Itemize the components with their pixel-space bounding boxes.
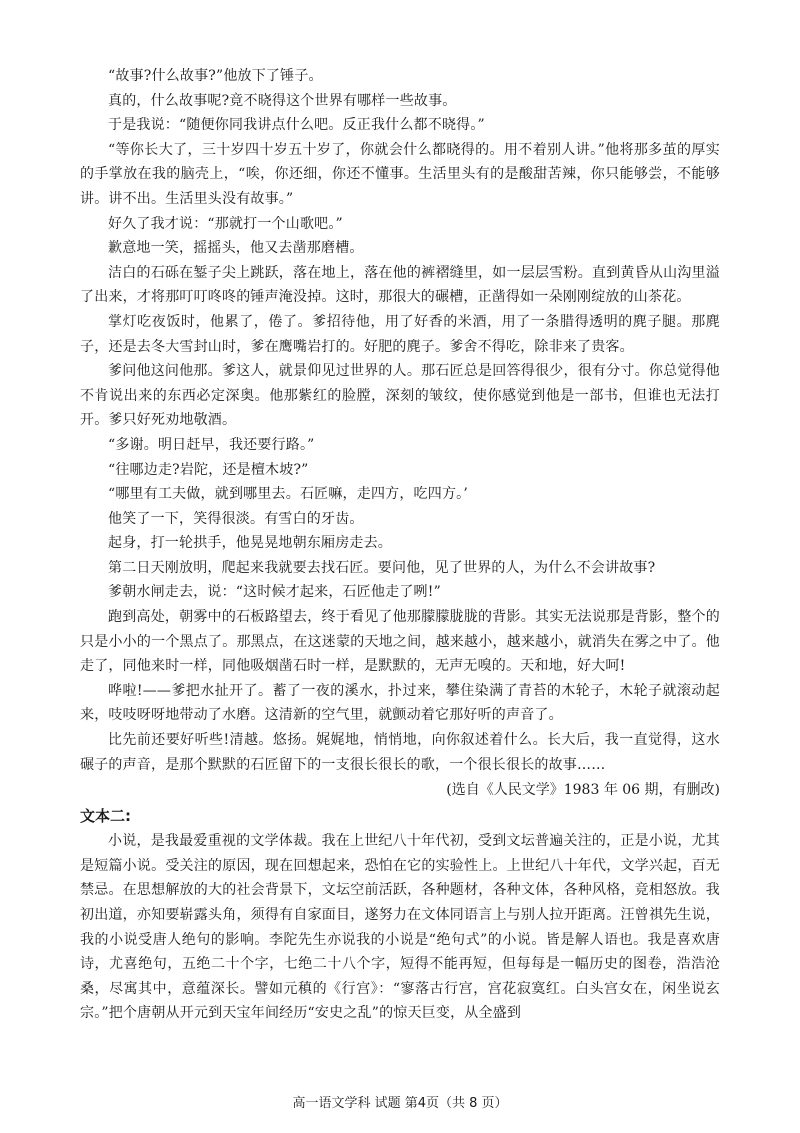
paragraph: 好久了我才说：“那就打一个山歌吧。” xyxy=(108,215,343,232)
paragraph: “故事?什么故事?”他放下了锤子。 xyxy=(108,68,323,84)
paragraph: 真的，什么故事呢?竟不晓得这个世界有哪样一些故事。 xyxy=(108,92,457,109)
paragraph: 掌灯吃夜饭时，他累了，倦了。爹招待他，用了好香的米酒，用了一条腊得透明的麂子腿。那麂子，还是去冬大雪封山时，爹在鹰嘴岩打的。好肥的麂子。爹舍不得吃，除非来了贵客。 xyxy=(80,313,720,355)
paragraph: 跑到高处，朝雾中的石板路望去，终于看见了他那朦朦胧胧的背影。其实无法说那是背影，整个的只是小小的一个黑点了。那黑点，在这迷蒙的天地之间，越来越小，越来越小，就消失在雾之中了。他走了，同他来时一样，同他吸烟凿石时一样，是默默的，无声无嗅的。天和地，好大呵! xyxy=(80,609,720,675)
paragraph: “等你长大了，三十岁四十岁五十岁了，你就会什么都晓得的。用不着别人讲。”他将那多茧的厚实的手掌放在我的脑壳上，“唉，你还细，你还不懂事。生活里头有的是酸甜苦辣，你只能够尝，不能够讲。讲不出。生活里头没有故事。” xyxy=(80,141,720,207)
section-heading: 文本二: xyxy=(80,807,131,826)
paragraph: “多谢。明日赶早，我还要行路。” xyxy=(108,436,315,453)
paragraph: 歉意地一笑，摇摇头，他又去凿那磨槽。 xyxy=(108,240,364,257)
paragraph: 爹问他这问他那。爹这人，就景仰见过世界的人。那石匠总是回答得很少，很有分寸。你总觉得他不肯说出来的东西必定深奥。他那紫红的脸膛，深刻的皱纹，使你感觉到他是一部书，但谁也无法打开。爹只好死劝地敬酒。 xyxy=(80,363,720,429)
paragraph: 于是我说：“随便你同我讲点什么吧。反正我什么都不晓得。” xyxy=(108,117,485,134)
paragraph: 爹朝水闸走去，说：“这时候才起来，石匠他走了咧!” xyxy=(108,584,441,601)
source-citation: (选自《人民文学》1983 年 06 期，有删改) xyxy=(446,782,720,799)
text1-body xyxy=(80,64,720,803)
paragraph: 比先前还要好听些!清越。悠扬。娓娓地，悄悄地，向你叙述着什么。长大后，我一直觉得，这水碾子的声音，是那个默默的石匠留下的一支很长很长的歌，一个很长很长的故事…… xyxy=(80,732,720,773)
text2-section xyxy=(80,803,720,1026)
paragraph: 哗啦!——爹把水扯开了。蓄了一夜的溪水，扑过来，攀住染满了青苔的木轮子，木轮子就滚动起来，吱吱呀呀地带动了水磨。这清新的空气里，就颤动着它那好听的声音了。 xyxy=(80,682,720,724)
page-footer: 高一语文学科 试题 第4页（共 8 页） xyxy=(292,1096,508,1111)
paragraph: 第二日天刚放明，爬起来我就要去找石匠。要问他，见了世界的人，为什么不会讲故事? xyxy=(108,559,656,576)
paragraph: “哪里有工夫做，就到哪里去。石匠嘛，走四方，吃四方。’ xyxy=(108,486,469,503)
paragraph: 他笑了一下，笑得很淡。有雪白的牙齿。 xyxy=(108,510,364,527)
paragraph: 小说，是我最爱重视的文学体裁。我在上世纪八十年代初，受到文坛普遍关注的，正是小说，尤其是短篇小说。受关注的原因，现在回想起来，恐怕在它的实验性上。上世纪八十年代，文学兴起，百无禁忌。在思想解放的大的社会背景下，文坛空前活跃，各种题材，各种文体，各种风格，竞相怒放。我初出道，亦知要崭露头角，须得有自家面目，遂努力在文体同语言上与别人拉开距离。汪曾祺先生说，我的小说受唐人绝句的影响。李陀先生亦说我的小说是“绝句式”的小说。皆是解人语也。我是喜欢唐诗，尤喜绝句，五绝二十个字，七绝二十八个字，短得不能再短，但每每是一幅历史的图卷，浩浩沧桑，尽寓其中，意蕴深长。譬如元稹的《行宫》：“寥落古行宫，宫花寂寞红。白头宫女在，闲坐说玄宗。”把个唐朝从开元到天宝年间经历“安史之乱”的惊天巨变，从全盛到 xyxy=(80,833,720,1022)
paragraph: 洁白的石砾在錾子尖上跳跃，落在地上，落在他的裤褶缝里，如一层层雪粉。直到黄昏从山沟里溢了出来，才将那叮叮咚咚的锤声淹没掉。这时，那很大的碾槽，正凿得如一朵刚刚绽放的山茶花。 xyxy=(80,264,720,306)
exam-page xyxy=(80,64,720,1026)
paragraph: 起身，打一轮拱手，他晃晃地朝东厢房走去。 xyxy=(108,535,392,552)
paragraph: “往哪边走?岩陀，还是檀木坡?” xyxy=(108,461,309,478)
